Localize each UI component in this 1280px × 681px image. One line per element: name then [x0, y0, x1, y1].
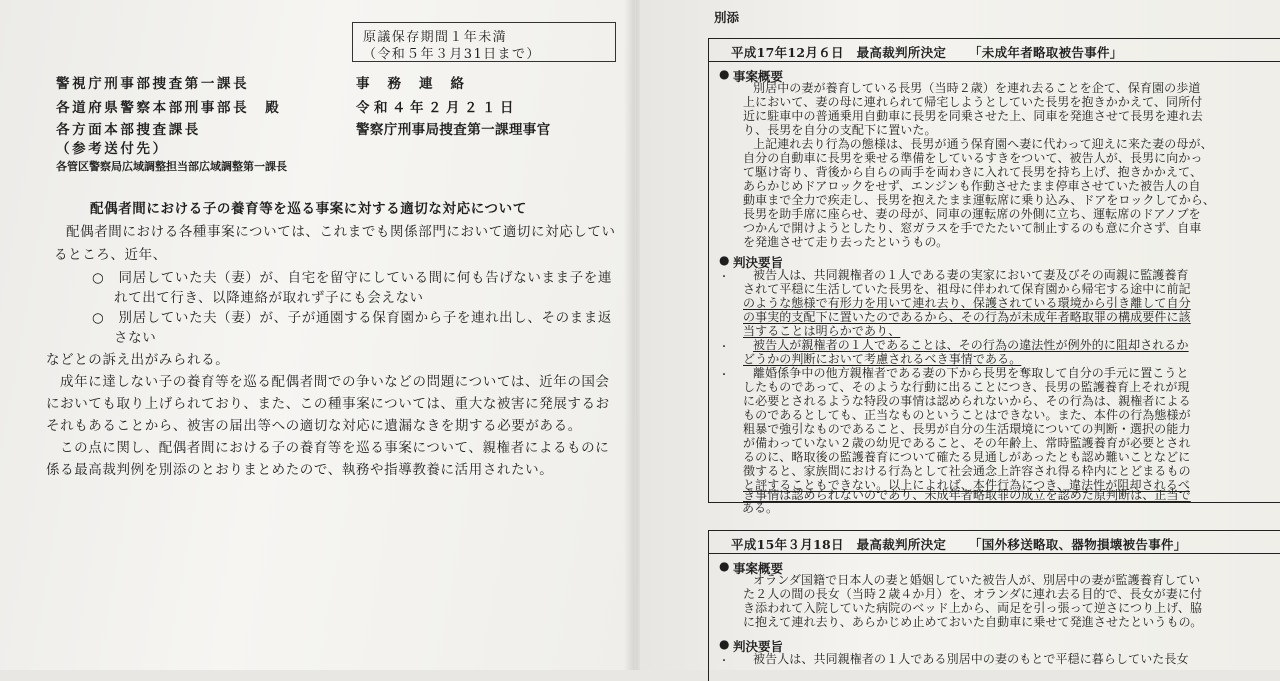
case-divider — [709, 553, 1280, 554]
outline-line: り、長男を自分の支配下に置いた。 — [743, 123, 937, 137]
outline-line: に抱えて連れ去り、あらかじめ止めておいた自動車に乗せて発進させたというもの。 — [743, 615, 1203, 629]
document-type: 事務連絡 — [356, 76, 482, 92]
holding-line: したものであって、そのような行動に出ることにつき、長男の監護養育上それが現 — [743, 380, 1190, 394]
holding-line: に必要とされるような特段の事情は認められないから、その行為は、親権者による — [743, 394, 1191, 408]
outline-line: つかんで開けようとしたり、窓ガラスを手でたたいて制止するのも意に介さず、自車 — [743, 221, 1202, 235]
addressee: 各管区警察局広域調整担当部広域調整第一課長 — [56, 160, 287, 173]
case-box — [708, 530, 1280, 681]
case-title: 「未成年者略取被告事件」 — [969, 45, 1123, 60]
holding-line: 粗暴で強引なものであること、長男が自分の生活環境についての判断・選択の能力 — [743, 422, 1191, 436]
holding-line: ものであるとしても、正当なものということはできない。また、本件の行為態様が — [743, 408, 1191, 422]
outline-line: を発進させて走り去ったというもの。 — [743, 235, 949, 249]
bullet-icon: ● — [719, 253, 730, 267]
case-date: 平成15年３月18日 最高裁判所決定 — [731, 537, 947, 552]
addressee: 各道府県警察本部刑事部長 殿 — [56, 100, 282, 116]
holding-line: どうかの判断において考慮されるべき事情である。 — [743, 352, 1022, 366]
body-line: るところ、近年、 — [54, 247, 167, 263]
holding-line: ある。 — [742, 501, 779, 515]
dot-icon: ・ — [719, 656, 729, 667]
holding-line: 徴すると、家族間における行為として社会通念上許容され得る枠内にとどまるもの — [743, 464, 1191, 478]
dot-icon: ・ — [719, 370, 729, 381]
left-page — [0, 0, 636, 670]
stamp-line-2: （令和５年３月31日まで） — [363, 47, 541, 62]
bullet-icon: ● — [719, 559, 730, 573]
body-line: などとの訴え出がみられる。 — [46, 352, 230, 368]
body-line: 係る最高裁判例を別添のとおりまとめたので、執務や指導教養に活用されたい。 — [46, 462, 554, 478]
case-box — [708, 38, 1280, 503]
outline-line: て駆け寄り、背後から自らの両手を両わきに入れて長男を持ち上げ、抱きかかえて、 — [743, 165, 1203, 179]
section-heading: 事案概要 — [733, 69, 784, 84]
holding-line: のような態様で有形力を用いて連れ去り、保護されている環境から引き離して自分 — [743, 296, 1191, 310]
holding-line: の事実的支配下に置いたのであるから、その行為が未成年者略取罪の構成要件に該 — [743, 310, 1191, 324]
document-sender: 警察庁刑事局捜査第一課理事官 — [356, 122, 551, 138]
dot-icon: ・ — [719, 272, 729, 283]
outline-line: 動車まで全力で疾走し、長男を抱えたまま運転席に乗り込み、ドアをロックしてから、 — [743, 193, 1216, 207]
outline-line: た２人の間の長女（当時２歳４か月）を、オランダに連れ去る目的で、長女が妻に付 — [743, 587, 1203, 601]
case-date: 平成17年12月６日 最高裁判所決定 — [731, 45, 947, 60]
outline-line: き添われて入院していた病院のベッド上から、両足を引っ張って逆さにつり上げ、脇 — [743, 601, 1203, 615]
body-line: においても取り上げられており、また、この種事案については、重大な被害に発展するお — [46, 396, 610, 412]
holding-line: が備わっていない２歳の幼児であること、その年齢上、常時監護養育が必要とされ — [743, 436, 1191, 450]
outline-line: あらかじめドアロックをせず、エンジンも作動させたまま停車させていた被告人の自 — [743, 179, 1201, 193]
holding-line: 被告人は、共同親権者の１人である妻の実家において妻及びその両親に監護養育 — [753, 268, 1189, 282]
body-line: ○ 同居していた夫（妻）が、自宅を留守にしている間に何も告げないまま子を連 — [92, 270, 612, 286]
dot-icon: ・ — [719, 342, 729, 353]
case-divider — [709, 61, 1280, 62]
outline-line: 近に駐車中の普通乗用自動車に長男を同乗させた上、同車を発進させて長男を連れ去 — [743, 109, 1203, 123]
holding-line: 被告人は、共同親権者の１人である別居中の妻のもとで平穏に暮らしていた長女 — [753, 652, 1189, 666]
outline-line: オランダ国籍で日本人の妻と婚姻していた被告人が、別居中の妻が監護養育してい — [753, 573, 1201, 587]
outline-line: 別居中の妻が養育している長男（当時２歳）を連れ去ることを企て、保育園の歩道 — [753, 81, 1201, 95]
subject-line: 配偶者間における子の養育等を巡る事案に対する適切な対応について — [90, 201, 527, 217]
holding-line: 被告人が親権者の１人であることは、その行為の違法性が例外的に阻却されるか — [753, 338, 1189, 352]
body-line: さない — [114, 330, 157, 346]
body-line: この点に関し、配偶者間における子の養育等を巡る事案について、親権者によるものに — [60, 440, 610, 456]
body-line: ○ 別居していた夫（妻）が、子が通園する保育園から子を連れ出し、そのまま返 — [92, 310, 612, 326]
section-heading: 判決要旨 — [733, 639, 784, 654]
addressee: （参考送付先） — [56, 141, 169, 157]
outline-line: 上において、妻の母に連れられて帰宅しようとしていた長男を抱きかかえて、同所付 — [743, 95, 1203, 109]
body-line: それもあることから、被害の届出等への適切な対応に遺漏なきを期する必要がある。 — [46, 418, 582, 434]
document-date: 令和４年２月２１日 — [356, 100, 518, 116]
bullet-icon: ● — [719, 67, 730, 81]
holding-line: き事情は認められないのであり、未成年者略取罪の成立を認めた原判断は、正当で — [743, 488, 1191, 502]
bullet-icon: ● — [719, 637, 730, 651]
holding-line: 離婚係争中の他方親権者である妻の下から長男を奪取して自分の手元に置こうと — [753, 366, 1189, 380]
body-line: 成年に達しない子の養育等を巡る配偶者間での争いなどの問題については、近年の国会 — [60, 374, 610, 390]
holding-line: 当することは明らかであり、 — [743, 324, 901, 338]
holding-line: されて平穏に生活していた長男を、祖母に伴われて保育園から帰宅する途中に前記 — [743, 282, 1191, 296]
addressee: 各方面本部捜査課長 — [56, 122, 201, 138]
holding-line: と評することもできない。以上によれば、本件行為につき、違法性が阻却されるべ — [743, 478, 1190, 492]
section-heading: 事案概要 — [733, 561, 784, 576]
case-title: 「国外移送略取、器物損壊被告事件」 — [969, 537, 1187, 552]
body-line: れて出て行き、以降連絡が取れず子にも会えない — [114, 290, 424, 306]
addressee: 警視庁刑事部捜査第一課長 — [56, 76, 250, 92]
retention-stamp — [352, 22, 616, 62]
outline-line: 上記連れ去り行為の態様は、長男が通う保育園へ妻に代わって迎えに来た妻の母が、 — [753, 137, 1213, 151]
outline-line: 長男を助手席に座らせ、妻の母が、同車の運転席の外側に立ち、運転席のドアノブを — [743, 207, 1201, 221]
holding-line: るのに、略取後の監護養育について確たる見通しがあったとも認め難いことなどに — [743, 450, 1191, 464]
section-heading: 判決要旨 — [733, 255, 784, 270]
outline-line: 自分の自動車に長男を乗せる準備をしているすきをついて、被告人が、長男に向かっ — [743, 151, 1203, 165]
stamp-line-1: 原議保存期間１年未満 — [363, 30, 508, 45]
body-line: 配偶者間における各種事案については、これまでも関係部門において適切に対応してい — [66, 224, 616, 240]
attachment-label: 別添 — [714, 10, 740, 25]
